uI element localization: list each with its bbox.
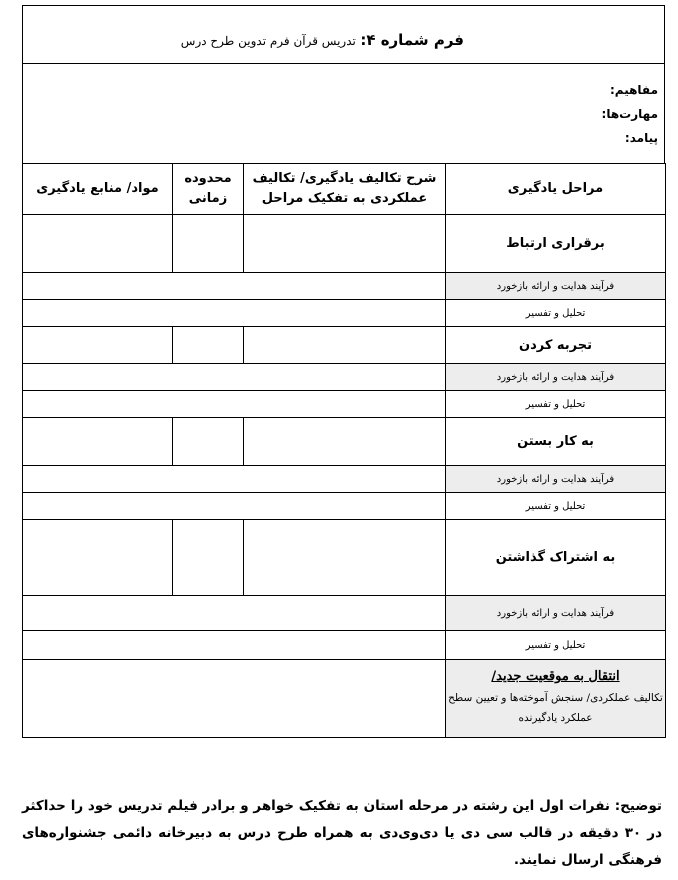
stage-name: به اشتراک گذاشتن [446, 520, 666, 596]
table-row [23, 391, 666, 418]
tasks-cell[interactable] [244, 520, 446, 596]
materials-cell[interactable] [23, 327, 173, 364]
final-stage-description: تکالیف عملکردی/ سنجش آموخته‌ها و تعیین سطح عملکرد یادگیرنده [448, 692, 663, 724]
skills-label: مهارت‌ها: [601, 107, 658, 121]
header-tasks: شرح تکالیف یادگیری/ تکالیف عملکردی به تفکیک مراحل [244, 164, 446, 215]
form-number-label: فرم شماره ۴: [360, 31, 464, 49]
table-row [23, 215, 666, 273]
time-cell[interactable] [173, 327, 244, 364]
materials-cell[interactable] [23, 520, 173, 596]
message-label: پیامد: [624, 131, 658, 145]
final-stage-cell [446, 660, 666, 738]
guidance-label: فرآیند هدایت و ارائه بازخورد [446, 466, 666, 493]
table-row [23, 418, 666, 466]
analysis-cell[interactable] [23, 631, 446, 660]
table-row [23, 596, 666, 631]
final-stage-title: انتقال به موقعیت جدید/ [491, 669, 620, 684]
guidance-cell[interactable] [23, 466, 446, 493]
concepts-label: مفاهیم: [610, 83, 658, 97]
form-header [22, 5, 665, 63]
analysis-label: تحلیل و تفسیر [446, 391, 666, 418]
table-row [23, 327, 666, 364]
analysis-cell[interactable] [23, 493, 446, 520]
lesson-plan-table [22, 163, 666, 738]
table-row [23, 520, 666, 596]
stage-name: تجربه کردن [446, 327, 666, 364]
guidance-cell[interactable] [23, 273, 446, 300]
time-cell[interactable] [173, 418, 244, 466]
tasks-cell[interactable] [244, 215, 446, 273]
final-stage-content-cell[interactable] [23, 660, 446, 738]
table-row [23, 631, 666, 660]
table-header-row [23, 164, 666, 215]
table-row [23, 273, 666, 300]
header-materials: مواد/ منابع یادگیری [23, 164, 173, 215]
tasks-cell[interactable] [244, 327, 446, 364]
materials-cell[interactable] [23, 215, 173, 273]
header-time: محدوده زمانی [173, 164, 244, 215]
analysis-label: تحلیل و تفسیر [446, 493, 666, 520]
guidance-cell[interactable] [23, 596, 446, 631]
form-subtitle: تدریس قرآن فرم تدوین طرح درس [180, 34, 356, 48]
analysis-cell[interactable] [23, 391, 446, 418]
time-cell[interactable] [173, 215, 244, 273]
table-row [23, 493, 666, 520]
guidance-label: فرآیند هدایت و ارائه بازخورد [446, 596, 666, 631]
table-row [23, 660, 666, 738]
table-row [23, 466, 666, 493]
table-row [23, 364, 666, 391]
guidance-cell[interactable] [23, 364, 446, 391]
analysis-label: تحلیل و تفسیر [446, 300, 666, 327]
table-row [23, 300, 666, 327]
guidance-label: فرآیند هدایت و ارائه بازخورد [446, 273, 666, 300]
form-title [181, 31, 464, 49]
time-cell[interactable] [173, 520, 244, 596]
tasks-cell[interactable] [244, 418, 446, 466]
analysis-cell[interactable] [23, 300, 446, 327]
stage-name: برقراری ارتباط [446, 215, 666, 273]
materials-cell[interactable] [23, 418, 173, 466]
guidance-label: فرآیند هدایت و ارائه بازخورد [446, 364, 666, 391]
footnote: توضیح: نفرات اول این رشته در مرحله استان به تفکیک خواهر و برادر فیلم تدریس خود را حداکثر در ۳۰ دقیقه در قالب سی دی یا دی‌وی‌دی به همراه طرح درس به دبیرخانه دائمی جشنواره‌های فرهنگی ارسال نمایند. [22, 798, 662, 868]
analysis-label: تحلیل و تفسیر [446, 631, 666, 660]
stage-name: به کار بستن [446, 418, 666, 466]
lesson-meta-box [22, 63, 665, 163]
header-stages: مراحل یادگیری [446, 164, 666, 215]
